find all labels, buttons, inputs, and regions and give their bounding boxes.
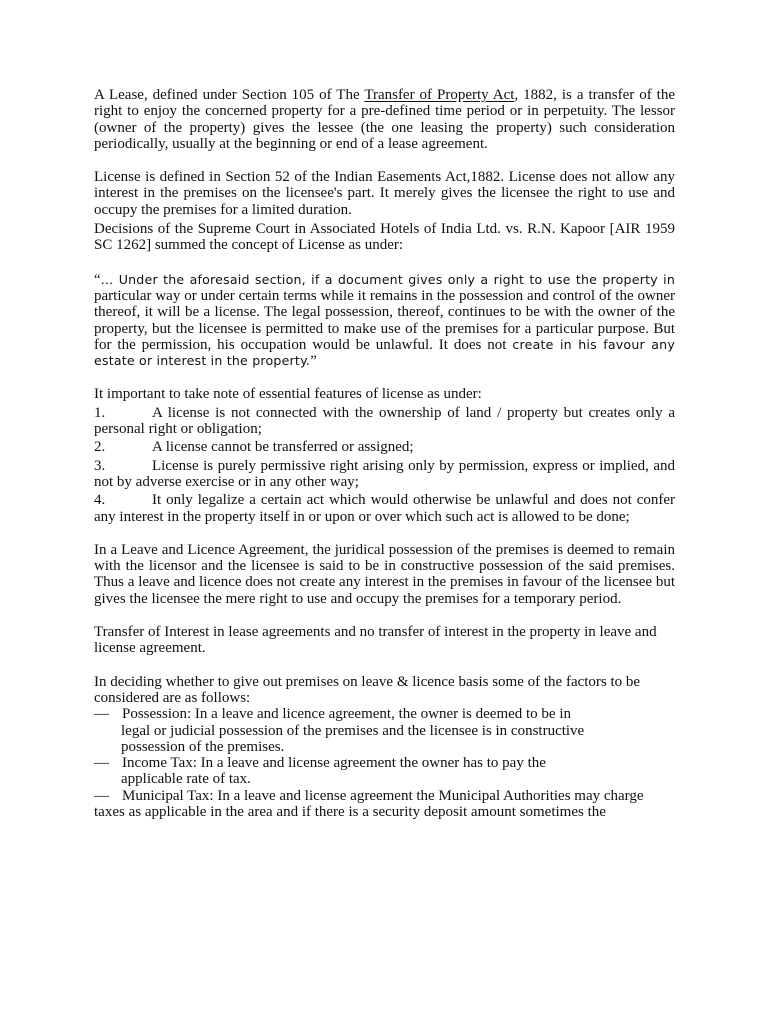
quote-open-mark: “	[94, 271, 101, 288]
quoted-judgment	[94, 272, 675, 370]
em-dash-bullet: —	[94, 706, 109, 723]
paragraph-license-definition: License is defined in Section 52 of the Indian Easements Act,1882. License does not allow any interest in the premises on the licensee's part. It merely gives the licensee the right to use and occupy the premises for a limited duration.	[94, 169, 675, 218]
feature-item	[94, 405, 675, 438]
feature-text: License is purely permissive right arising only by permission, express or implied, and not by adverse exercise or in any other way;	[94, 457, 675, 490]
em-dash-bullet: —	[94, 755, 109, 772]
em-dash-bullet: —	[94, 787, 109, 804]
document-page	[94, 87, 675, 820]
feature-number: 3.	[94, 457, 106, 474]
feature-text: It only legalize a certain act which would otherwise be unlawful and does not confer any interest in the property itself in or upon or over which such act is allowed to be done;	[94, 492, 675, 525]
feature-text: A license is not connected with the ownership of land / property but creates only a personal right or obligation;	[94, 404, 675, 438]
feature-text: A license cannot be transferred or assigned;	[152, 439, 414, 456]
quote-last-line: create in his favour any estate or interest in the property.	[94, 336, 676, 369]
feature-number: 1.	[94, 404, 106, 421]
feature-item	[94, 439, 675, 455]
feature-item	[94, 458, 675, 491]
lease-text-start: A Lease, defined under Section 105 of The	[94, 87, 365, 103]
factor-income-tax	[94, 755, 675, 788]
factor-first-line: Municipal Tax: In a leave and license agreement the Municipal Authorities may charge	[122, 787, 644, 804]
feature-item	[94, 492, 675, 525]
factor-possession	[94, 706, 675, 755]
factors-intro-line-2: considered are as follows:	[94, 689, 251, 706]
factor-tail-line: taxes as applicable in the area and if there is a security deposit amount sometimes the	[94, 803, 606, 820]
factors-intro-line-1: In deciding whether to give out premises on leave & licence basis some of the factors to be	[94, 673, 641, 690]
paragraph-lease-definition	[94, 87, 675, 152]
transfer-of-property-act-link[interactable]: Transfer of Property Act	[364, 87, 515, 103]
factor-continuation: legal or judicial possession of the premises and the licensee is in constructive	[121, 722, 585, 739]
factors-intro	[94, 674, 675, 707]
lease-text-end: , 1882, is a transfer of the right to enjoy the concerned property for a pre-defined time period or in perpetuity. The lessor (owner of the property) gives the lessee (the one leasing the property) such consideration periodically, usually at the beginning or end of a lease agreement.	[94, 87, 675, 152]
paragraph-leave-and-licence: In a Leave and Licence Agreement, the juridical possession of the premises is deemed to remain with the licensor and the licensee is said to be in constructive possession of the said premises. Thus a leave and licence does not create any interest in the premises in favour of the licensee but gives the licensee the mere right to use and occupy the premises for a temporary period.	[94, 541, 675, 607]
quote-close-mark: ”	[310, 353, 317, 370]
factor-first-line: Possession: In a leave and licence agreement, the owner is deemed to be in	[122, 706, 572, 723]
features-intro: It important to take note of essential features of license as under:	[94, 386, 482, 403]
feature-number: 2.	[94, 439, 106, 456]
factor-municipal-tax	[94, 788, 675, 821]
feature-number: 4.	[94, 492, 106, 509]
factor-continuation: possession of the premises.	[121, 738, 285, 755]
factor-continuation: applicable rate of tax.	[121, 771, 251, 788]
factor-first-line: Income Tax: In a leave and license agreement the owner has to pay the	[122, 755, 546, 772]
quote-middle: particular way or under certain terms while it remains in the possession and control of the owner thereof, it will be a license. The legal possession, thereof, continues to be with the owner of the property, but the licensee is permitted to make use of the premises for a particular purpose. But for the permission, his occupation would be unlawful. It does not	[94, 287, 675, 353]
quote-first-line: … Under the aforesaid section, if a document gives only a right to use the property in	[100, 271, 675, 287]
paragraph-transfer-of-interest: Transfer of Interest in lease agreements and no transfer of interest in the property in leave and license agreement.	[94, 624, 657, 657]
paragraph-supreme-court-decision: Decisions of the Supreme Court in Associated Hotels of India Ltd. vs. R.N. Kapoor [AIR 1959 SC 1262] summed the concept of License as under:	[94, 221, 675, 254]
